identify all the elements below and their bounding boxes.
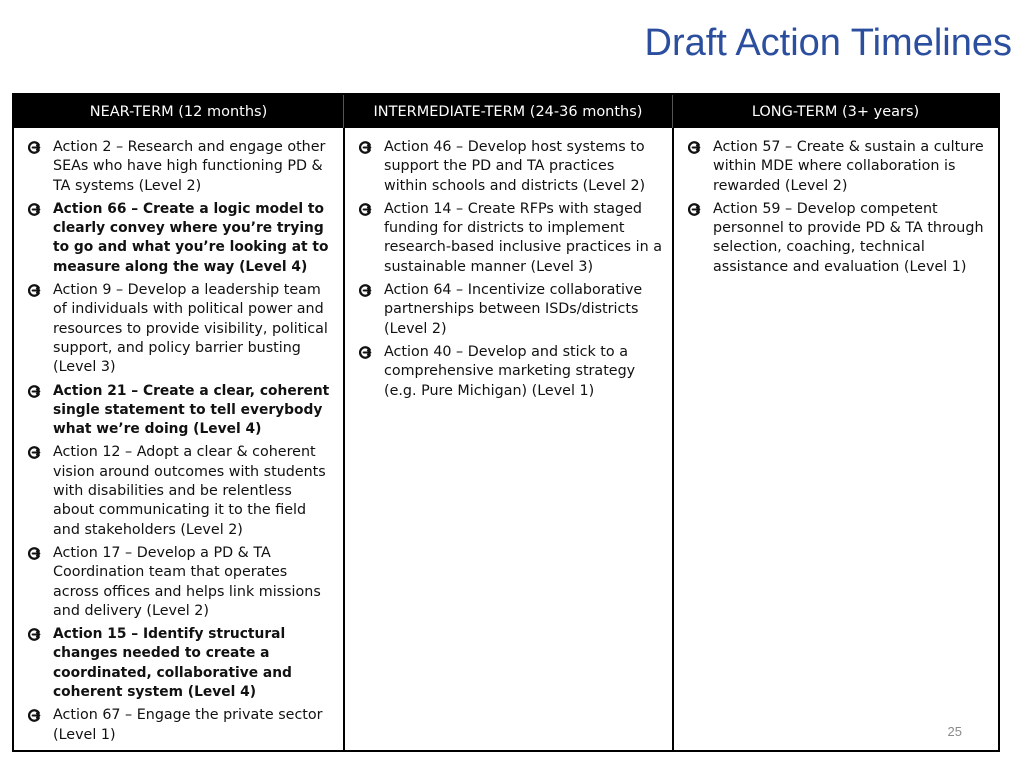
- circle-arrow-bullet-icon: [28, 547, 41, 560]
- near-term-list: [26, 138, 333, 745]
- action-item: [357, 200, 662, 277]
- circle-arrow-bullet-icon: [28, 385, 41, 398]
- action-item: [26, 138, 333, 196]
- circle-arrow-bullet-icon: [28, 709, 41, 722]
- column-near-term: [14, 128, 343, 750]
- action-item-text: Action 64 – Incentivize collaborative partnerships between ISDs/districts (Level 2): [384, 282, 643, 337]
- header-intermediate-term: INTERMEDIATE-TERM (24-36 months): [343, 95, 672, 128]
- action-item-text: Action 12 – Adopt a clear & coherent vision around outcomes with students with disabilities and be relentless about communicating it to the field and stakeholders (Level 2): [53, 444, 326, 538]
- action-item: [686, 200, 988, 277]
- circle-arrow-bullet-icon: [688, 141, 701, 154]
- action-item: [26, 706, 333, 745]
- action-item: [357, 343, 662, 401]
- action-item-text: Action 67 – Engage the private sector (Level 1): [53, 707, 323, 743]
- slide-title: Draft Action Timelines: [644, 22, 1012, 64]
- action-item-text: Action 46 – Develop host systems to support the PD and TA practices within schools and districts (Level 2): [384, 139, 646, 194]
- circle-arrow-bullet-icon: [28, 141, 41, 154]
- action-item-text: Action 9 – Develop a leadership team of individuals with political power and resources to provide visibility, political support, and policy barrier busting (Level 3): [53, 282, 328, 376]
- action-item-text: Action 40 – Develop and stick to a comprehensive marketing strategy (e.g. Pure Michigan) (Level 1): [384, 343, 636, 399]
- header-near-term: NEAR-TERM (12 months): [14, 95, 343, 128]
- action-item-text: Action 66 – Create a logic model to clearly convey where you’re trying to go and what you’re looking at to measure along the way (Level 4): [53, 200, 329, 275]
- circle-arrow-bullet-icon: [28, 203, 41, 216]
- action-item-text: Action 21 – Create a clear, coherent single statement to tell everybody what we’re doing (Level 4): [53, 382, 330, 438]
- circle-arrow-bullet-icon: [28, 284, 41, 297]
- action-item: [26, 625, 333, 702]
- long-term-list: [686, 138, 988, 277]
- circle-arrow-bullet-icon: [688, 203, 701, 216]
- action-item: [26, 443, 333, 539]
- circle-arrow-bullet-icon: [359, 346, 372, 359]
- action-item-text: Action 57 – Create & sustain a culture within MDE where collaboration is rewarded (Level 2): [713, 139, 984, 194]
- action-item: [357, 138, 662, 196]
- action-item: [26, 544, 333, 621]
- action-item: [686, 138, 988, 196]
- header-long-term: LONG-TERM (3+ years): [672, 95, 998, 128]
- action-item: [357, 281, 662, 339]
- action-item: [26, 200, 333, 277]
- action-item: [26, 382, 333, 440]
- action-item-text: Action 59 – Develop competent personnel to provide PD & TA through selection, coaching, technical assistance and evaluation (Level 1): [713, 200, 984, 275]
- circle-arrow-bullet-icon: [28, 446, 41, 459]
- column-long-term: [672, 128, 998, 750]
- circle-arrow-bullet-icon: [28, 628, 41, 641]
- slide-number: 25: [947, 724, 962, 739]
- intermediate-term-list: [357, 138, 662, 401]
- action-item: [26, 281, 333, 377]
- circle-arrow-bullet-icon: [359, 284, 372, 297]
- circle-arrow-bullet-icon: [359, 141, 372, 154]
- column-intermediate-term: [343, 128, 672, 750]
- action-item-text: Action 2 – Research and engage other SEAs who have high functioning PD & TA systems (Level 2): [53, 139, 326, 194]
- action-item-text: Action 15 – Identify structural changes needed to create a coordinated, collaborative and coherent system (Level 4): [53, 626, 292, 701]
- circle-arrow-bullet-icon: [359, 203, 372, 216]
- action-item-text: Action 14 – Create RFPs with staged funding for districts to implement research-based inclusive practices in a sustainable manner (Level 3): [384, 200, 663, 275]
- timeline-table: [12, 93, 1000, 752]
- action-item-text: Action 17 – Develop a PD & TA Coordination team that operates across offices and helps link missions and delivery (Level 2): [53, 544, 321, 619]
